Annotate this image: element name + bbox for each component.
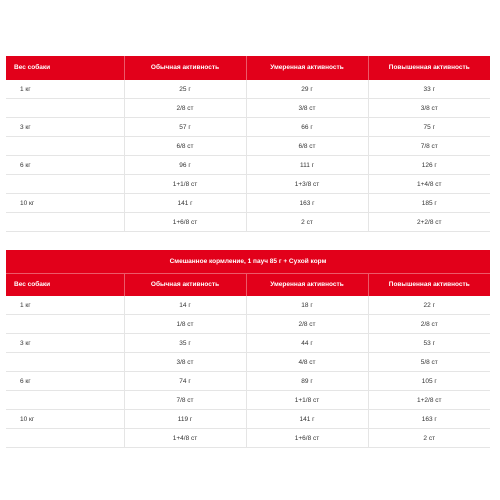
- table-cell: 2/8 ст: [368, 315, 490, 334]
- table-cell: [6, 137, 124, 156]
- table-cell: 7/8 ст: [368, 137, 490, 156]
- table-cell: 126 г: [368, 156, 490, 175]
- table-cell: 18 г: [246, 296, 368, 315]
- table-cell: 57 г: [124, 118, 246, 137]
- header-weight: Вес собаки: [6, 274, 124, 296]
- table-cell: 7/8 ст: [124, 391, 246, 410]
- table-header-row: [6, 274, 490, 296]
- feeding-table-wet: [6, 56, 490, 232]
- table-cell: 2 ст: [246, 213, 368, 232]
- table-cell: 96 г: [124, 156, 246, 175]
- table-cell: 66 г: [246, 118, 368, 137]
- table-cell: [6, 213, 124, 232]
- table-cell: 141 г: [124, 194, 246, 213]
- table-cell: 2/8 ст: [246, 315, 368, 334]
- table-cell: [6, 315, 124, 334]
- table-body: [6, 80, 490, 232]
- table-cell: 3/8 ст: [124, 353, 246, 372]
- table-cell: 5/8 ст: [368, 353, 490, 372]
- table-cell: [6, 99, 124, 118]
- header-normal-activity: Обычная активность: [124, 274, 246, 296]
- table-row: [6, 213, 490, 232]
- table-cell: 25 г: [124, 80, 246, 99]
- table-cell: 2/8 ст: [124, 99, 246, 118]
- table-cell: 89 г: [246, 372, 368, 391]
- table-row: [6, 194, 490, 213]
- table-row: [6, 80, 490, 99]
- table-cell: [6, 391, 124, 410]
- table-cell: [6, 429, 124, 448]
- table-cell: 119 г: [124, 410, 246, 429]
- table-cell: 1+4/8 ст: [124, 429, 246, 448]
- table-cell: 44 г: [246, 334, 368, 353]
- table-row: [6, 175, 490, 194]
- table-cell: 4/8 ст: [246, 353, 368, 372]
- table-cell: 74 г: [124, 372, 246, 391]
- table-cell: 1+1/8 ст: [124, 175, 246, 194]
- table-cell: 29 г: [246, 80, 368, 99]
- header-moderate-activity: Умеренная активность: [246, 274, 368, 296]
- table-cell: 1 кг: [6, 296, 124, 315]
- mixed-feeding-title: Смешанное кормление, 1 пауч 85 г + Сухой корм: [6, 250, 490, 274]
- header-moderate-activity: Умеренная активность: [246, 56, 368, 80]
- table-row: [6, 353, 490, 372]
- table-row: [6, 391, 490, 410]
- table-cell: 33 г: [368, 80, 490, 99]
- table-row: [6, 334, 490, 353]
- table-cell: [6, 175, 124, 194]
- table-cell: 1+6/8 ст: [246, 429, 368, 448]
- table-row: [6, 296, 490, 315]
- table-cell: 1 кг: [6, 80, 124, 99]
- table-row: [6, 137, 490, 156]
- table-cell: 22 г: [368, 296, 490, 315]
- table-cell: 141 г: [246, 410, 368, 429]
- table-cell: 111 г: [246, 156, 368, 175]
- table-cell: 10 кг: [6, 194, 124, 213]
- table-cell: 1+1/8 ст: [246, 391, 368, 410]
- table-row: [6, 156, 490, 175]
- header-high-activity: Повышенная активность: [388, 64, 470, 71]
- table-cell: 163 г: [368, 410, 490, 429]
- table-row: [6, 372, 490, 391]
- header-weight: Вес собаки: [6, 56, 124, 80]
- feeding-table-mixed: [6, 274, 490, 448]
- table-row: [6, 118, 490, 137]
- table-cell: 10 кг: [6, 410, 124, 429]
- table-cell: 75 г: [368, 118, 490, 137]
- header-high-activity: Повышенная активность: [388, 281, 470, 288]
- table-cell: 105 г: [368, 372, 490, 391]
- table-header-row: [6, 56, 490, 80]
- table-cell: 3 кг: [6, 118, 124, 137]
- table-cell: 6 кг: [6, 156, 124, 175]
- table-row: [6, 429, 490, 448]
- table-cell: [6, 353, 124, 372]
- table-cell: 1+3/8 ст: [246, 175, 368, 194]
- table-cell: 6/8 ст: [246, 137, 368, 156]
- table-cell: 2+2/8 ст: [368, 213, 490, 232]
- table-cell: 185 г: [368, 194, 490, 213]
- table-cell: 3 кг: [6, 334, 124, 353]
- table-cell: 14 г: [124, 296, 246, 315]
- table-cell: 163 г: [246, 194, 368, 213]
- table-cell: 35 г: [124, 334, 246, 353]
- table-row: [6, 315, 490, 334]
- table-cell: 3/8 ст: [246, 99, 368, 118]
- table-row: [6, 99, 490, 118]
- table-cell: 1+4/8 ст: [368, 175, 490, 194]
- table-cell: 1+2/8 ст: [368, 391, 490, 410]
- table-cell: 3/8 ст: [368, 99, 490, 118]
- table-body: [6, 296, 490, 448]
- table-cell: 2 ст: [368, 429, 490, 448]
- table-row: [6, 410, 490, 429]
- table-cell: 1+6/8 ст: [124, 213, 246, 232]
- table-cell: 53 г: [368, 334, 490, 353]
- header-normal-activity: Обычная активность: [124, 56, 246, 80]
- table-cell: 6/8 ст: [124, 137, 246, 156]
- table-cell: 6 кг: [6, 372, 124, 391]
- table-cell: 1/8 ст: [124, 315, 246, 334]
